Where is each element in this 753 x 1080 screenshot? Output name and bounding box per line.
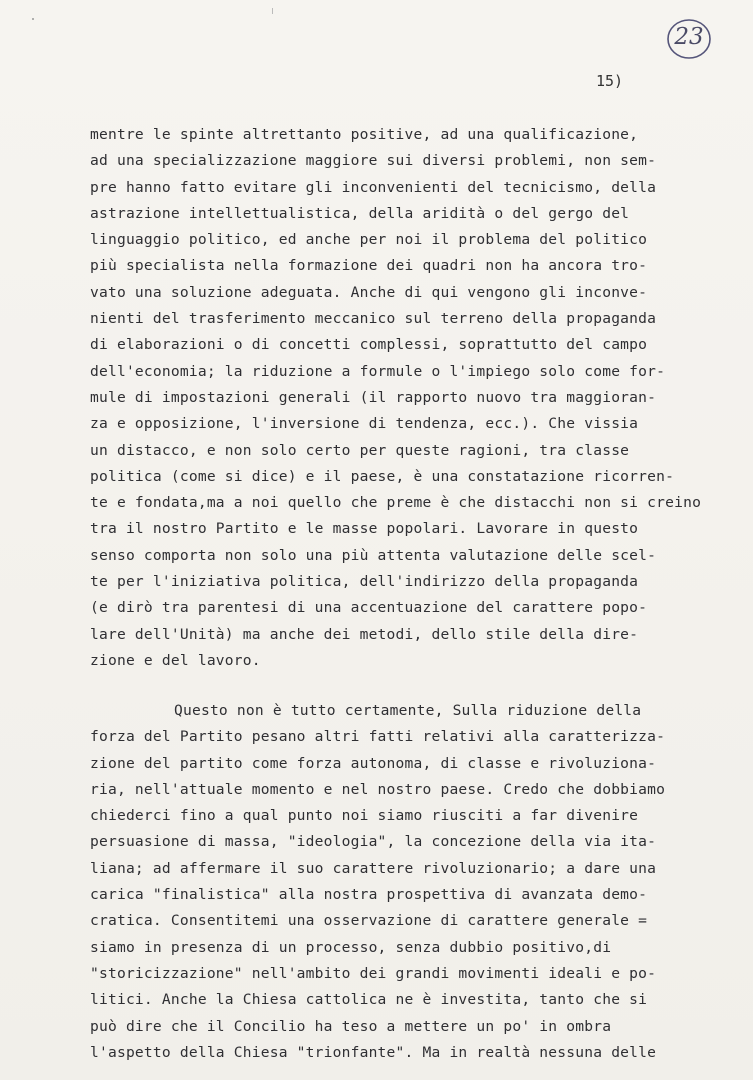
text-line: un distacco, e non solo certo per queste ragioni, tra classe bbox=[90, 441, 630, 459]
paper-speck bbox=[272, 8, 273, 14]
text-line: più specialista nella formazione dei quadri non ha ancora tro- bbox=[90, 257, 648, 275]
text-line: nienti del trasferimento meccanico sul terreno della propaganda bbox=[90, 310, 657, 328]
text-line: carica "finalistica" alla nostra prospettiva di avanzata demo- bbox=[90, 886, 648, 904]
text-line: zione del partito come forza autonoma, di classe e rivoluziona- bbox=[90, 754, 657, 772]
text-line: (e dirò tra parentesi di una accentuazione del carattere popo- bbox=[90, 599, 648, 617]
text-line: di elaborazioni o di concetti complessi, soprattutto del campo bbox=[90, 336, 648, 354]
text-line-indented: Questo non è tutto certamente, Sulla riduzione della bbox=[174, 702, 642, 719]
text-line: liana; ad affermare il suo carattere rivoluzionario; a dare una bbox=[90, 859, 657, 877]
text-line: litici. Anche la Chiesa cattolica ne è investita, tanto che si bbox=[90, 991, 648, 1009]
text-line: persuasione di massa, "ideologia", la concezione della via ita- bbox=[90, 833, 657, 851]
text-line: può dire che il Concilio ha teso a mettere un po' in ombra bbox=[90, 1017, 612, 1035]
text-line: "storicizzazione" nell'ambito dei grandi movimenti ideali e po- bbox=[90, 964, 657, 982]
text-line: lare dell'Unità) ma anche dei metodi, dello stile della dire- bbox=[90, 625, 639, 643]
text-line: te per l'iniziativa politica, dell'indirizzo della propaganda bbox=[90, 573, 639, 591]
text-line: ad una specializzazione maggiore sui diversi problemi, non sem- bbox=[90, 152, 657, 170]
paragraph-1 bbox=[90, 122, 710, 674]
text-line: vato una soluzione adeguata. Anche di qui vengono gli inconve- bbox=[90, 283, 648, 301]
text-line: te e fondata,ma a noi quello che preme è che distacchi non si creino bbox=[90, 494, 702, 512]
text-line: za e opposizione, l'inversione di tendenza, ecc.). Che vissia bbox=[90, 415, 639, 433]
text-line: mentre le spinte altrettanto positive, ad una qualificazione, bbox=[90, 126, 639, 143]
page-number: 15) bbox=[596, 72, 624, 90]
folio-number: 23 bbox=[674, 24, 704, 50]
text-line: cratica. Consentitemi una osservazione di carattere generale = bbox=[90, 912, 648, 930]
text-line: zione e del lavoro. bbox=[90, 651, 261, 669]
text-line: dell'economia; la riduzione a formule o l'impiego solo come for- bbox=[90, 362, 666, 380]
text-line: l'aspetto della Chiesa "trionfante". Ma in realtà nessuna delle bbox=[90, 1043, 657, 1061]
text-line: siamo in presenza di un processo, senza dubbio positivo,di bbox=[90, 938, 612, 956]
text-line: forza del Partito pesano altri fatti relativi alla caratterizza- bbox=[90, 728, 666, 746]
text-line: chiederci fino a qual punto noi siamo riusciti a far divenire bbox=[90, 807, 639, 825]
text-line: politica (come si dice) e il paese, è una constatazione ricorren- bbox=[90, 467, 675, 485]
paper-speck bbox=[32, 18, 34, 20]
text-line: ria, nell'attuale momento e nel nostro paese. Credo che dobbiamo bbox=[90, 780, 666, 798]
paragraph-2 bbox=[90, 698, 710, 1066]
text-line: mule di impostazioni generali (il rapporto nuovo tra maggioran- bbox=[90, 388, 657, 406]
archive-folio-stamp bbox=[664, 16, 714, 62]
text-line: tra il nostro Partito e le masse popolari. Lavorare in questo bbox=[90, 520, 639, 538]
text-line: pre hanno fatto evitare gli inconvenienti del tecnicismo, della bbox=[90, 178, 657, 196]
text-line: linguaggio politico, ed anche per noi il problema del politico bbox=[90, 231, 648, 249]
text-line: astrazione intellettualistica, della aridità o del gergo del bbox=[90, 204, 630, 222]
text-line: senso comporta non solo una più attenta valutazione delle scel- bbox=[90, 546, 657, 564]
